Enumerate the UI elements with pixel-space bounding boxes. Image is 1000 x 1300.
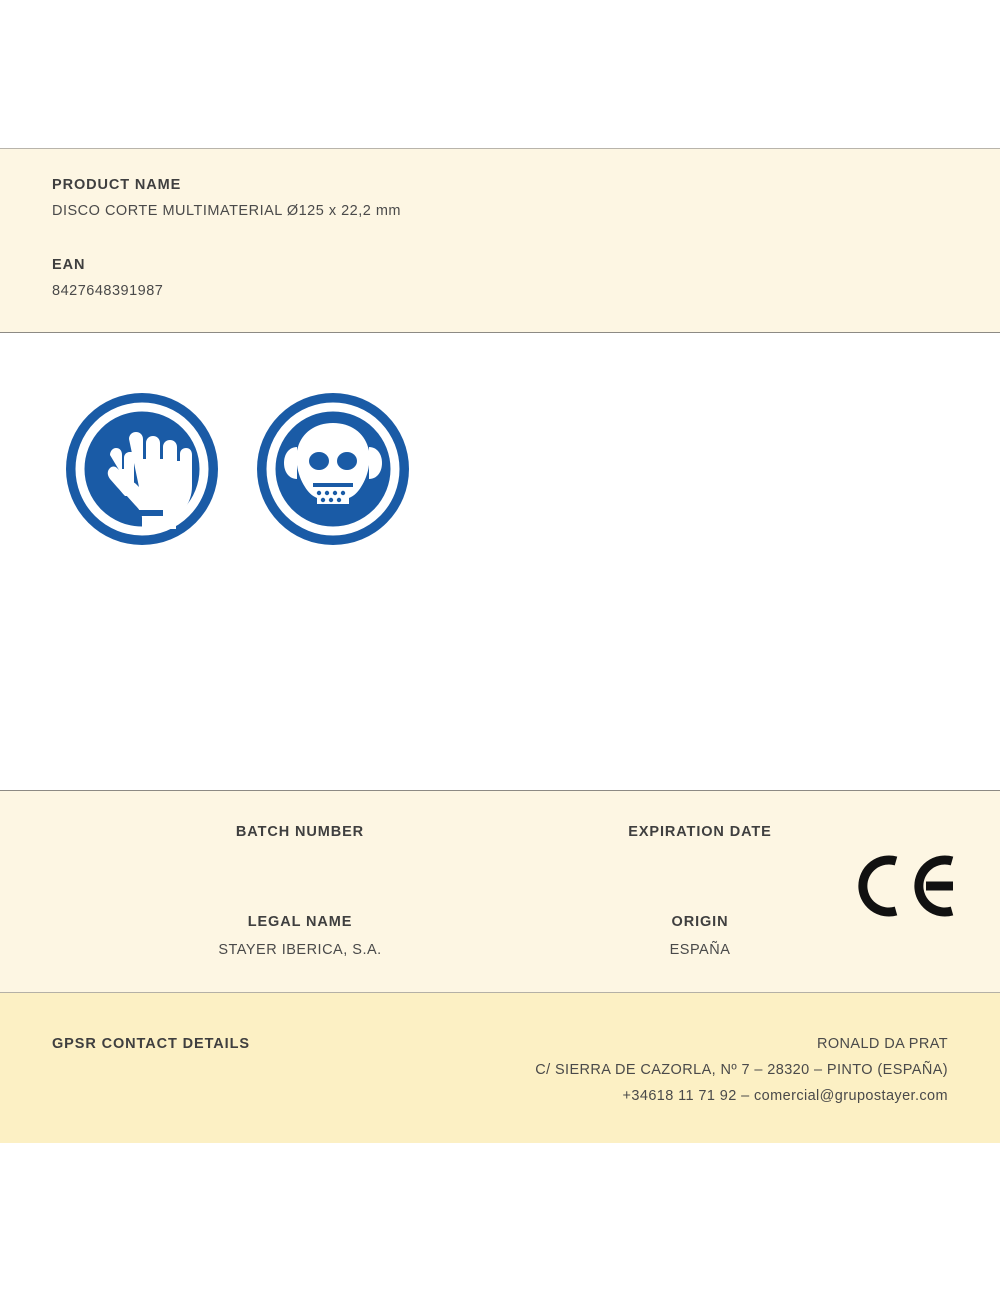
wear-protective-gloves-icon — [66, 393, 218, 545]
batch-number-value — [150, 852, 450, 868]
pictogram-band — [0, 333, 1000, 790]
gpsr-contact-phone-email: +34618 11 71 92 – comercial@grupostayer.com — [622, 1088, 948, 1104]
expiration-date-label: EXPIRATION DATE — [628, 824, 772, 840]
product-info-block — [0, 148, 1000, 333]
gpsr-contact-address: C/ SIERRA DE CAZORLA, Nº 7 – 28320 – PINTO (ESPAÑA) — [535, 1062, 948, 1078]
legal-name-value: STAYER IBERICA, S.A. — [218, 942, 382, 958]
wear-respiratory-protection-icon — [257, 393, 409, 545]
batch-grid — [0, 791, 1000, 992]
legal-name-label: LEGAL NAME — [247, 914, 353, 930]
batch-number-group — [150, 824, 450, 868]
ean-label: EAN — [52, 257, 86, 273]
origin-value: ESPAÑA — [669, 942, 731, 958]
product-info-inner — [0, 149, 1000, 299]
origin-group — [550, 914, 850, 958]
gpsr-contact-block — [0, 993, 1000, 1143]
gpsr-contact-person: RONALD DA PRAT — [816, 1036, 948, 1052]
gpsr-contact-lines — [535, 1031, 948, 1109]
expiration-date-group — [550, 824, 850, 868]
pictogram-row — [66, 393, 409, 545]
ean-value: 8427648391987 — [52, 283, 164, 299]
legal-name-group — [150, 914, 450, 958]
ce-marking-icon — [852, 851, 962, 921]
batch-number-label: BATCH NUMBER — [235, 824, 365, 840]
origin-label: ORIGIN — [671, 914, 729, 930]
batch-legal-block — [0, 790, 1000, 993]
expiration-date-value — [550, 852, 850, 868]
ean-group — [52, 257, 1000, 299]
product-name-label: PRODUCT NAME — [52, 177, 182, 193]
gpsr-contact-label: GPSR CONTACT DETAILS — [52, 1036, 250, 1052]
product-name-value: DISCO CORTE MULTIMATERIAL Ø125 x 22,2 mm — [52, 203, 402, 219]
